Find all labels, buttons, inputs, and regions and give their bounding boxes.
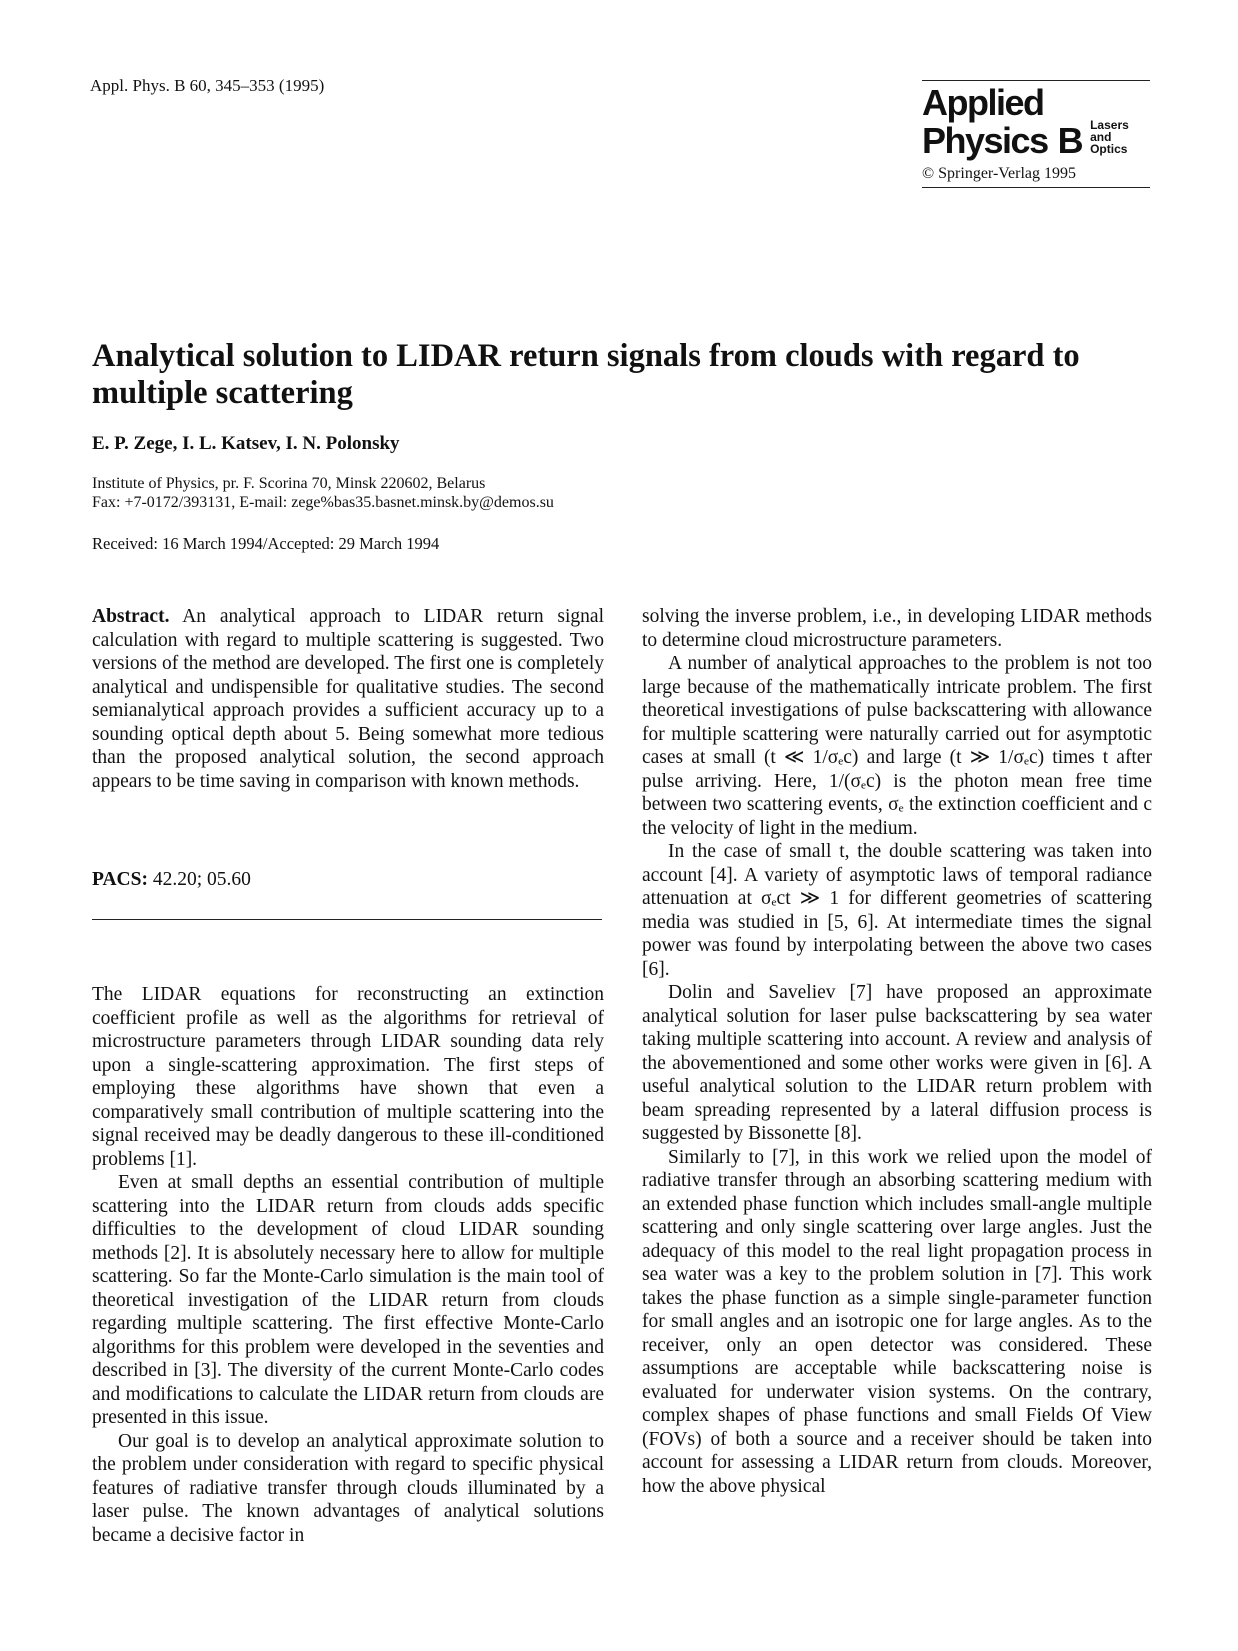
body-right-column [642,605,1152,1498]
article-affiliation [92,474,554,512]
body-paragraph: In the case of small t, the double scattering was taken into account [4]. A variety of asymptotic laws of temporal radiance attenuation at σₑct ≫ 1 for different geometries of scattering media was studied in [5, 6]. At intermediate times the signal power was found by interpolating between the above two cases [6]. [642,841,1152,980]
logo-subtitle [1090,119,1150,155]
abstract [92,605,604,793]
logo-row-physics [922,118,1150,161]
logo-subtitle-lasers: Lasers [1090,118,1129,132]
body-paragraph: Even at small depths an essential contribution of multiple scattering into the LIDAR return from clouds adds specific difficulties to the development of cloud LIDAR sounding methods [2]. It is absolutely necessary here to allow for multiple scattering. So far the Monte-Carlo simulation is the main tool of theoretical investigation of the LIDAR return from clouds regarding multiple scattering. The first effective Monte-Carlo algorithms for this problem were developed in the seventies and described in [3]. The diversity of the current Monte-Carlo codes and modifications to calculate the LIDAR return from clouds are presented in this issue. [92,1172,604,1428]
logo-top-rule [922,80,1150,81]
article-title: Analytical solution to LIDAR return signals from clouds with regard to multiple scattering [92,338,1080,411]
pacs-codes [92,869,251,891]
body-left-column [92,983,604,1547]
abstract-label: Abstract. [92,606,170,627]
body-paragraph: Dolin and Saveliev [7] have proposed an approximate analytical solution for laser pulse backscattering by sea water taking multiple scattering into account. A review and analysis of the abovementioned and some other works were given in [6]. A useful analytical solution to the LIDAR return problem with beam spreading represented by a lateral diffusion process is suggested by Bissonette [8]. [642,982,1152,1144]
body-paragraph: The LIDAR equations for reconstructing an extinction coefficient profile as well as the algorithms for retrieval of microstructure parameters through LIDAR sounding data rely upon a single-scattering approximation. The first steps of employing these algorithms have shown that even a comparatively small contribution of multiple scattering into the signal received may be deadly dangerous to these ill-conditioned problems [1]. [92,984,604,1170]
logo-copyright: © Springer-Verlag 1995 [922,165,1077,182]
affiliation-contact: Fax: +7-0172/393131, E-mail: zege%bas35.basnet.minsk.by@demos.su [92,494,554,511]
pacs-label: PACS: [92,869,148,890]
pacs-value: 42.20; 05.60 [152,869,251,890]
section-divider [92,919,602,920]
logo-line-applied: Applied [922,82,1044,123]
received-dates: Received: 16 March 1994/Accepted: 29 March 1994 [92,534,440,553]
abstract-text: An analytical approach to LIDAR return signal calculation with regard to multiple scattering is suggested. Two versions of the method are developed. The first one is completely analytical and undispensible for qualitative studies. The second semianalytical approach provides a sufficient accuracy up to a sounding optical depth about 5. Being somewhat more tedious than the proposed analytical solution, the second approach appears to be time saving in comparison with known methods. [92,606,604,792]
logo-line-physics: Physics [922,120,1048,161]
journal-citation: Appl. Phys. B 60, 345–353 (1995) [90,76,325,95]
logo-subtitle-optics: and Optics [1090,130,1128,156]
journal-logo [922,80,1150,188]
body-paragraph: A number of analytical approaches to the problem is not too large because of the mathematically intricate problem. The first theoretical investigations of pulse backscattering with allowance for multiple scattering were naturally carried out for asymptotic cases at small (t ≪ 1/σₑc) and large (t ≫ 1/σₑc) times t after pulse arriving. Here, 1/(σₑc) is the photon mean free time between two scattering events, σₑ the extinction coefficient and c the velocity of light in the medium. [642,653,1152,839]
article-authors: E. P. Zege, I. L. Katsev, I. N. Polonsky [92,433,400,454]
body-paragraph: solving the inverse problem, i.e., in developing LIDAR methods to determine cloud microstructure parameters. [642,606,1152,651]
logo-letter-b: B [1057,120,1083,161]
affiliation-address: Institute of Physics, pr. F. Scorina 70, Minsk 220602, Belarus [92,475,486,492]
body-paragraph: Similarly to [7], in this work we relied upon the model of radiative transfer through an absorbing scattering medium with an extended phase function which includes small-angle multiple scattering and only single scattering over large angles. Just the adequacy of this model to the real light propagation process in sea water was a key to the problem solution in [7]. This work takes the phase function as a simple single-parameter function for small angles and an isotropic one for large angles. As to the receiver, only an open detector was considered. These assumptions are acceptable while backscattering noise is evaluated for underwater vision systems. On the contrary, complex shapes of phase functions and small Fields Of View (FOVs) of both a source and a receiver should be taken into account for assessing a LIDAR return from clouds. Moreover, how the above physical [642,1146,1152,1497]
logo-bottom-rule [922,187,1150,188]
body-paragraph: Our goal is to develop an analytical approximate solution to the problem under consideration with regard to specific physical features of radiative transfer through clouds illuminated by a laser pulse. The known advantages of analytical solutions became a decisive factor in [92,1430,604,1546]
